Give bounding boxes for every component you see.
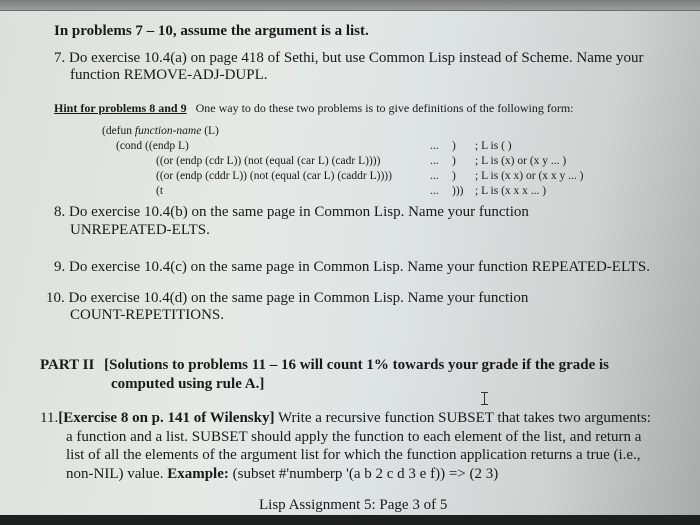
hint-label: Hint for problems 8 and 9 xyxy=(54,101,187,115)
code-line-2-left: ((or (endp (cdr L)) (not (equal (car L) (cadr L)))) xyxy=(156,155,381,167)
code-line-4-comment: ; L is (x x x ... ) xyxy=(475,185,547,197)
problem-11-line-4 xyxy=(66,466,498,483)
code-line-2-dots: ... xyxy=(430,155,439,167)
code-defun-prefix: (defun xyxy=(102,125,135,137)
problem-9-line-1: 9. Do exercise 10.4(c) on the same page in Common Lisp. Name your function REPEATED-ELTS. xyxy=(54,259,650,275)
example-code: (subset #'numberp '(a b 2 c d 3 e f)) => (2 3) xyxy=(228,466,499,482)
problem-11-line-4-text: non-NIL) value. xyxy=(66,466,168,482)
part-2-line-1 xyxy=(40,357,609,374)
problem-11-line-3: list of all the elements of the argument list for which the function application returns a true (i.e., xyxy=(66,447,641,463)
monitor-bottom-bezel xyxy=(0,515,700,525)
problem-8-line-2: UNREPEATED-ELTS. xyxy=(70,222,210,238)
code-line-1-left: (cond ((endp L) xyxy=(116,140,189,152)
code-line-4-left: (t xyxy=(156,185,164,197)
problem-10-line-2: COUNT-REPETITIONS. xyxy=(70,307,225,323)
problem-8-line-1: 8. Do exercise 10.4(b) on the same page in Common Lisp. Name your function xyxy=(54,204,529,220)
code-defun-suffix: (L) xyxy=(201,125,219,137)
code-line-3-dots: ... xyxy=(430,170,439,182)
example-label: Example: xyxy=(167,466,229,482)
text-cursor-icon xyxy=(481,392,488,405)
hint-text: One way to do these two problems is to give definitions of the following form: xyxy=(195,101,574,115)
intro-heading: In problems 7 – 10, assume the argument is a list. xyxy=(54,23,369,39)
part-2-line-2: computed using rule A.] xyxy=(111,376,265,392)
page-footer: Lisp Assignment 5: Page 3 of 5 xyxy=(259,497,448,513)
code-line-1-dots: ... xyxy=(430,140,439,152)
problem-11-reference: [Exercise 8 on p. 141 of Wilensky] xyxy=(58,410,275,426)
code-function-name: function-name xyxy=(134,125,202,137)
code-line-3-close: ) xyxy=(452,170,456,182)
code-line-4-dots: ... xyxy=(430,185,439,197)
problem-11-line-1 xyxy=(40,410,651,427)
part-2-label: PART II xyxy=(40,357,95,373)
document-page xyxy=(0,10,700,516)
hint-line xyxy=(54,101,574,116)
code-line-1-close: ) xyxy=(452,140,456,152)
monitor-top-bezel xyxy=(0,0,700,10)
code-line-1-comment: ; L is ( ) xyxy=(475,140,512,152)
problem-10-line-1: 10. Do exercise 10.4(d) on the same page in Common Lisp. Name your function xyxy=(46,290,529,306)
part-2-text: [Solutions to problems 11 – 16 will count 1% towards your grade if the grade is xyxy=(104,357,609,373)
problem-11-number: 11. xyxy=(40,410,59,426)
problem-11-line-1-text: Write a recursive function SUBSET that takes two arguments: xyxy=(274,410,651,426)
code-line-4-close: ))) xyxy=(452,185,464,197)
problem-11-line-2: a function and a list. SUBSET should apply the function to each element of the list, and return a xyxy=(66,429,642,445)
code-line-3-left: ((or (endp (cddr L)) (not (equal (car L) (caddr L)))) xyxy=(156,170,392,182)
code-line-3-comment: ; L is (x x) or (x x y ... ) xyxy=(475,170,584,182)
code-line-2-comment: ; L is (x) or (x y ... ) xyxy=(475,155,567,167)
problem-7-line-1: 7. Do exercise 10.4(a) on page 418 of Sethi, but use Common Lisp instead of Scheme. Name your xyxy=(54,50,644,66)
problem-7-line-2: function REMOVE-ADJ-DUPL. xyxy=(70,67,268,83)
code-line-2-close: ) xyxy=(452,155,456,167)
code-defun-line xyxy=(102,125,219,137)
